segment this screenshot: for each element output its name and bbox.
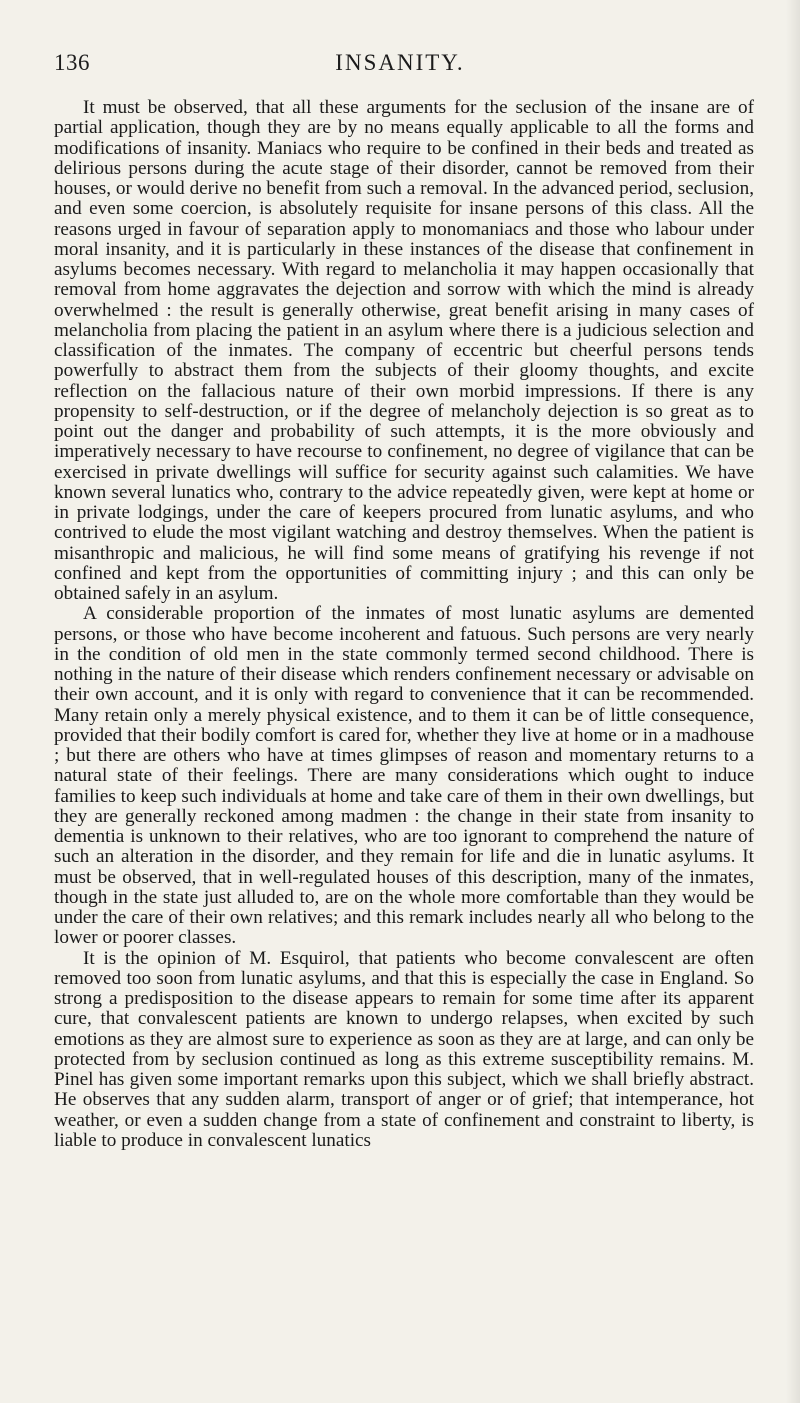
paragraph-convalescent-patients: It is the opinion of M. Esquirol, that patients who become convalescent are often removed too soon from lunatic asylums, and that this is especially the case in England. So strong a predisposition to the disease appears to remain for some time after its apparent cure, that convalescent patients are known to undergo relapses, when excited by such emotions as they are almost sure to experience as soon as they are at large, and can only be protected from by seclusion continued as long as this extreme susceptibility remains. M. Pinel has given some important remarks upon this subject, which we shall briefly abstract. He observes that any sudden alarm, transport of anger or of grief; that intemperance, hot weather, or even a sudden change from a state of confinement and constraint to liberty, is liable to produce in convalescent lunatics: [54, 947, 754, 1151]
running-title: INSANITY.: [335, 50, 465, 75]
page-header: [50, 50, 750, 86]
paragraph-demented-persons: A considerable proportion of the inmates of most lunatic asylums are demented persons, or those who have become incoherent and fatuous. Such persons are very nearly in the condition of old men in the state commonly termed second childhood. There is nothing in the nature of their disease which renders confinement necessary or advisable on their own account, and it is only with regard to convenience that it can be recommended. Many retain only a merely physical existence, and to them it can be of little consequence, provided that their bodily comfort is cared for, whether they live at home or in a madhouse ; but there are others who have at times glimpses of reason and momentary returns to a natural state of their feelings. There are many considerations which ought to induce families to keep such individuals at home and take care of them in their own dwellings, but they are generally reckoned among madmen : the change in their state from insanity to dementia is unknown to their relatives, who are too ignorant to comprehend the nature of such an alteration in the disorder, and they remain for life and die in lunatic asylums. It must be observed, that in well-regulated houses of this description, many of the inmates, though in the state just alluded to, are on the whole more comfortable than they would be under the care of their own relatives; and this remark includes nearly all who belong to the lower or poorer classes.: [54, 603, 754, 949]
page-edge-shadow: [786, 0, 800, 1403]
page-number: 136: [54, 50, 90, 75]
paragraph-seclusion-arguments: It must be observed, that all these arguments for the seclusion of the insane are of partial application, though they are by no means equally applicable to all the forms and modifications of insanity. Maniacs who require to be confined in their beds and treated as delirious persons during the acute stage of their disorder, cannot be removed from their houses, or would derive no benefit from such a removal. In the advanced period, seclusion, and even some coercion, is absolutely requisite for insane persons of this class. All the reasons urged in favour of separation apply to monomaniacs and those who labour under moral insanity, and it is particularly in these instances of the disease that confinement in asylums becomes necessary. With regard to melancholia it may happen occasionally that removal from home aggravates the dejection and sorrow with which the mind is already overwhelmed : the result is generally otherwise, great benefit arising in many cases of melancholia from placing the patient in an asylum where there is a judicious selection and classification of the inmates. The company of eccentric but cheerful persons tends powerfully to abstract them from the subjects of their gloomy thoughts, and excite reflection on the fallacious nature of their own morbid impressions. If there is any propensity to self-destruction, or if the degree of melancholy dejection is so great as to point out the danger and probability of such attempts, it is the more obviously and imperatively necessary to have recourse to confinement, no degree of vigilance that can be exercised in private dwellings will suffice for security against such calamities. We have known several lunatics who, contrary to the advice repeatedly given, were kept at home or in private lodgings, under the care of keepers procured from lunatic asylums, and who contrived to elude the most vigilant watching and destroy themselves. When the patient is misanthropic and malicious, he will find some means of gratifying his revenge if not confined and kept from the opportunities of committing injury ; and this can only be obtained safely in an asylum.: [54, 97, 754, 604]
body-text: [54, 98, 754, 1151]
